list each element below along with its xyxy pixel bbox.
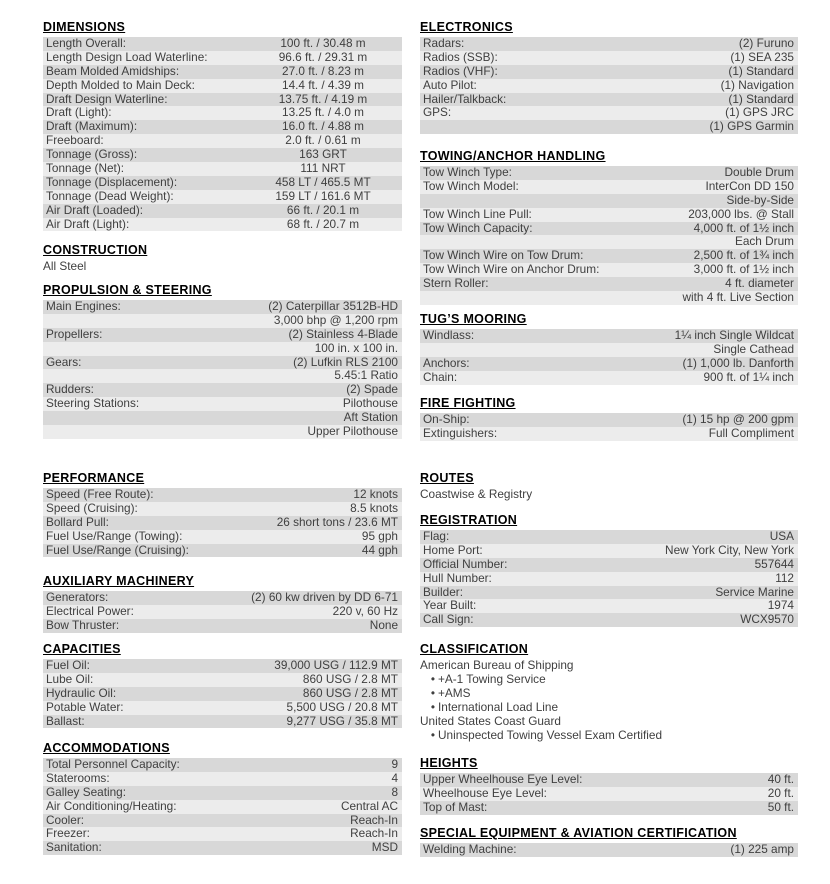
propulsion-steering-row-continuation (43, 411, 402, 425)
section-propulsion-steering (43, 283, 402, 439)
propulsion-steering-row-continuation (43, 314, 402, 328)
tugs-mooring-rows (420, 329, 798, 385)
registration-row (420, 586, 798, 600)
towing-anchor-handling-row (420, 208, 798, 222)
accommodations-row (43, 786, 402, 800)
registration-row (420, 572, 798, 586)
registration-row-label: Flag: (423, 529, 450, 543)
electronics-row-label: Auto Pilot: (423, 77, 477, 92)
registration-row-value: 557644 (754, 556, 794, 571)
towing-anchor-handling-row-label: Tow Winch Wire on Tow Drum: (423, 248, 584, 263)
dimensions-row-label: Tonnage (Dead Weight): (46, 188, 174, 203)
tugs-mooring-row-value: 900 ft. of 1¼ inch (703, 369, 794, 384)
towing-anchor-handling-row-value: 3,000 ft. of 1½ inch (693, 262, 794, 277)
dimensions-row (43, 176, 402, 190)
section-title-heights: HEIGHTS (420, 756, 478, 770)
dimensions-row-value: 27.0 ft. / 8.23 m (282, 63, 364, 78)
performance-row-label: Bollard Pull: (46, 514, 109, 529)
electronics-row-value: (1) GPS JRC (725, 105, 794, 120)
dimensions-row-label: Tonnage (Gross): (46, 147, 138, 162)
section-title-performance: PERFORMANCE (43, 471, 145, 485)
fire-fighting-rows (420, 413, 798, 441)
towing-anchor-handling-row-label: Tow Winch Type: (423, 165, 512, 179)
propulsion-steering-row (43, 328, 402, 342)
classification-list-item (420, 659, 798, 673)
dimensions-row-value: 66 ft. / 20.1 m (286, 202, 360, 217)
towing-anchor-handling-row-value: 203,000 lbs. @ Stall (688, 206, 794, 221)
electronics-row-label: Radars: (423, 36, 465, 50)
section-capacities (43, 642, 402, 728)
special-equipment-rows (420, 843, 798, 857)
tugs-mooring-row-value: (1) 1,000 lb. Danforth (682, 355, 794, 370)
bullet-icon: • (430, 699, 436, 714)
propulsion-steering-row-label: Steering Stations: (46, 396, 140, 411)
accommodations-row-label: Total Personnel Capacity: (46, 757, 180, 771)
routes-text: Coastwise & Registry (420, 487, 533, 501)
accommodations-row-value: 8 (391, 784, 398, 799)
heights-row (420, 773, 798, 787)
capacities-rows (43, 659, 402, 728)
fire-fighting-row-label: On-Ship: (423, 412, 470, 426)
classification-list-text: International Load Line (438, 699, 559, 714)
propulsion-steering-row (43, 356, 402, 370)
towing-anchor-handling-row-continuation (420, 235, 798, 249)
propulsion-steering-row-value: 5.45:1 Ratio (334, 368, 398, 383)
capacities-row (43, 715, 402, 729)
accommodations-rows (43, 758, 402, 855)
dimensions-row-label: Draft Design Waterline: (46, 91, 168, 106)
performance-rows (43, 488, 402, 557)
accommodations-row-label: Air Conditioning/Heating: (46, 798, 177, 813)
fire-fighting-row-value: Full Compliment (708, 425, 794, 440)
electronics-row-label: Hailer/Talkback: (423, 91, 507, 106)
section-heights (420, 756, 798, 815)
towing-anchor-handling-rows (420, 166, 798, 305)
tugs-mooring-row-label: Chain: (423, 369, 458, 384)
section-routes (420, 471, 798, 502)
electronics-row-value: (1) Navigation (720, 77, 794, 92)
auxiliary-machinery-row-label: Bow Thruster: (46, 617, 120, 632)
towing-anchor-handling-row (420, 222, 798, 236)
heights-row-value: 50 ft. (767, 799, 794, 814)
auxiliary-machinery-row (43, 591, 402, 605)
bullet-icon: • (430, 671, 436, 686)
propulsion-steering-row-label: Main Engines: (46, 299, 121, 313)
registration-row-label: Home Port: (423, 542, 483, 557)
dimensions-row-value: 13.75 ft. / 4.19 m (278, 91, 368, 106)
dimensions-row-label: Beam Molded Amidships: (46, 63, 180, 78)
dimensions-row-label: Draft (Light): (46, 105, 112, 120)
section-title-electronics: ELECTRONICS (420, 20, 513, 34)
towing-anchor-handling-row (420, 166, 798, 180)
propulsion-steering-row-value: Aft Station (343, 410, 398, 425)
tugs-mooring-row-value: 1¼ inch Single Wildcat (674, 328, 794, 342)
registration-row-value: WCX9570 (740, 612, 794, 627)
classification-list-item (420, 701, 798, 715)
dimensions-row-value: 159 LT / 161.6 MT (275, 188, 371, 203)
accommodations-row-value: Reach-In (350, 812, 398, 827)
accommodations-row (43, 772, 402, 786)
accommodations-row-value: Reach-In (350, 826, 398, 841)
capacities-row-label: Ballast: (46, 713, 85, 728)
dimensions-row-label: Length Design Load Waterline: (46, 49, 208, 64)
tugs-mooring-row (420, 329, 798, 343)
propulsion-steering-row-continuation (43, 369, 402, 383)
tugs-mooring-row-label: Windlass: (423, 328, 475, 342)
fire-fighting-row-value: (1) 15 hp @ 200 gpm (682, 412, 794, 426)
capacities-row (43, 659, 402, 673)
section-accommodations (43, 741, 402, 855)
heights-rows (420, 773, 798, 815)
accommodations-row-label: Sanitation: (46, 840, 102, 855)
section-title-auxiliary-machinery: AUXILIARY MACHINERY (43, 574, 195, 588)
dimensions-row-value: 458 LT / 465.5 MT (275, 174, 371, 189)
capacities-row-value: 39,000 USG / 112.9 MT (274, 658, 398, 672)
dimensions-row-value: 14.4 ft. / 4.39 m (282, 77, 364, 92)
classification-list-text: Uninspected Towing Vessel Exam Certified (438, 727, 663, 742)
section-title-dimensions: DIMENSIONS (43, 20, 126, 34)
propulsion-steering-row-value: (2) Spade (346, 382, 398, 397)
special-equipment-row (420, 843, 798, 857)
dimensions-row (43, 190, 402, 204)
performance-row-label: Fuel Use/Range (Cruising): (46, 542, 189, 557)
tugs-mooring-row (420, 357, 798, 371)
heights-row-value: 20 ft. (767, 785, 794, 800)
registration-row (420, 599, 798, 613)
section-title-capacities: CAPACITIES (43, 642, 121, 656)
heights-row (420, 801, 798, 815)
section-title-accommodations: ACCOMMODATIONS (43, 741, 170, 755)
auxiliary-machinery-rows (43, 591, 402, 633)
accommodations-row-label: Staterooms: (46, 770, 110, 785)
registration-row-value: 112 (775, 570, 794, 585)
performance-row-value: 8.5 knots (350, 500, 398, 515)
dimensions-rows (43, 37, 402, 231)
accommodations-row (43, 841, 402, 855)
section-title-routes: ROUTES (420, 471, 474, 485)
towing-anchor-handling-row-continuation (420, 291, 798, 305)
towing-anchor-handling-row-label: Tow Winch Model: (423, 178, 519, 193)
section-dimensions (43, 20, 402, 231)
bullet-icon: • (430, 685, 436, 700)
classification-list-text: American Bureau of Shipping (420, 658, 574, 672)
towing-anchor-handling-row-value: InterCon DD 150 (705, 178, 794, 193)
electronics-row-value: (1) Standard (728, 63, 794, 78)
section-auxiliary-machinery (43, 574, 402, 633)
auxiliary-machinery-row (43, 605, 402, 619)
dimensions-row-label: Freeboard: (46, 133, 104, 148)
fire-fighting-row (420, 427, 798, 441)
performance-row-value: 95 gph (361, 528, 398, 543)
electronics-row (420, 65, 798, 79)
section-title-construction: CONSTRUCTION (43, 243, 148, 257)
dimensions-row (43, 79, 402, 93)
dimensions-row (43, 120, 402, 134)
dimensions-row-label: Depth Molded to Main Deck: (46, 77, 195, 92)
performance-row-label: Speed (Cruising): (46, 500, 138, 515)
capacities-row-label: Lube Oil: (46, 671, 94, 686)
auxiliary-machinery-row-value: 220 v, 60 Hz (332, 603, 398, 618)
dimensions-row (43, 134, 402, 148)
propulsion-steering-row-value: Pilothouse (342, 396, 398, 411)
section-fire-fighting (420, 396, 798, 441)
heights-row-label: Top of Mast: (423, 799, 488, 814)
performance-row (43, 502, 402, 516)
towing-anchor-handling-row-value: 4,000 ft. of 1½ inch (693, 220, 794, 235)
right-column (420, 0, 798, 884)
auxiliary-machinery-row-value: None (369, 617, 398, 632)
accommodations-row-value: 4 (391, 770, 398, 785)
heights-row-label: Wheelhouse Eye Level: (423, 785, 547, 800)
registration-row (420, 530, 798, 544)
towing-anchor-handling-row (420, 263, 798, 277)
towing-anchor-handling-row-value: Each Drum (734, 234, 794, 249)
dimensions-row-label: Length Overall: (46, 36, 127, 50)
dimensions-row-value: 96.6 ft. / 29.31 m (278, 49, 368, 64)
registration-row-value: New York City, New York (665, 542, 794, 557)
electronics-row (420, 37, 798, 51)
propulsion-steering-row (43, 383, 402, 397)
capacities-row-label: Potable Water: (46, 699, 124, 714)
auxiliary-machinery-row (43, 619, 402, 633)
section-tugs-mooring (420, 312, 798, 385)
accommodations-row-label: Freezer: (46, 826, 90, 841)
dimensions-row-label: Air Draft (Loaded): (46, 202, 144, 217)
propulsion-steering-row-value: (2) Lufkin RLS 2100 (293, 354, 398, 369)
performance-row-value: 26 short tons / 23.6 MT (276, 514, 398, 529)
classification-list-item (420, 687, 798, 701)
dimensions-row-value: 68 ft. / 20.7 m (286, 216, 360, 231)
capacities-row-label: Hydraulic Oil: (46, 685, 117, 700)
section-classification (420, 642, 798, 742)
towing-anchor-handling-row-value: Double Drum (724, 165, 794, 179)
dimensions-row-value: 163 GRT (299, 147, 347, 162)
propulsion-steering-rows (43, 300, 402, 439)
performance-row (43, 488, 402, 502)
propulsion-steering-row-value: 100 in. x 100 in. (314, 340, 398, 355)
section-special-equipment (420, 826, 798, 857)
registration-row (420, 613, 798, 627)
performance-row (43, 544, 402, 558)
dimensions-row-label: Draft (Maximum): (46, 119, 138, 134)
tugs-mooring-row-value: Single Cathead (713, 341, 794, 356)
dimensions-row-value: 2.0 ft. / 0.61 m (285, 133, 361, 148)
section-title-towing-anchor-handling: TOWING/ANCHOR HANDLING (420, 149, 606, 163)
classification-list-item (420, 729, 798, 743)
propulsion-steering-row-value: Upper Pilothouse (307, 424, 398, 439)
section-registration (420, 513, 798, 627)
registration-row-value: Service Marine (715, 584, 794, 599)
heights-row (420, 787, 798, 801)
electronics-row-value: (1) Standard (728, 91, 794, 106)
performance-row-value: 44 gph (361, 542, 398, 557)
towing-anchor-handling-row (420, 277, 798, 291)
classification-list-text: +A-1 Towing Service (438, 671, 546, 686)
registration-row-value: USA (769, 529, 794, 543)
propulsion-steering-row-value: (2) Caterpillar 3512B-HD (268, 299, 398, 313)
towing-anchor-handling-row-continuation (420, 194, 798, 208)
registration-row-value: 1974 (767, 598, 794, 613)
electronics-row (420, 79, 798, 93)
classification-list-item (420, 715, 798, 729)
construction-text: All Steel (43, 259, 87, 273)
section-title-propulsion-steering: PROPULSION & STEERING (43, 283, 212, 297)
capacities-row-value: 860 USG / 2.8 MT (302, 671, 398, 686)
tugs-mooring-row-label: Anchors: (423, 355, 470, 370)
electronics-row (420, 106, 798, 120)
dimensions-row-label: Tonnage (Net): (46, 161, 125, 176)
propulsion-steering-row-label: Rudders: (46, 382, 94, 397)
registration-row-label: Hull Number: (423, 570, 492, 585)
auxiliary-machinery-row-value: (2) 60 kw driven by DD 6-71 (251, 590, 398, 604)
electronics-row-label: Radios (VHF): (423, 63, 498, 78)
section-towing-anchor-handling (420, 149, 798, 305)
dimensions-row (43, 218, 402, 232)
towing-anchor-handling-row-label: Tow Winch Line Pull: (423, 206, 532, 221)
capacities-row (43, 701, 402, 715)
propulsion-steering-row-value: (2) Stainless 4-Blade (288, 326, 398, 341)
special-equipment-row-value: (1) 225 amp (730, 842, 794, 856)
electronics-row-value: (2) Furuno (738, 36, 794, 50)
electronics-row-value: (1) SEA 235 (730, 49, 794, 64)
electronics-row-label: GPS: (423, 105, 452, 120)
performance-row-value: 12 knots (353, 487, 398, 501)
section-title-special-equipment: SPECIAL EQUIPMENT & AVIATION CERTIFICATION (420, 826, 737, 840)
registration-rows (420, 530, 798, 627)
performance-row-label: Speed (Free Route): (46, 487, 154, 501)
dimensions-row-label: Air Draft (Light): (46, 216, 130, 231)
classification-list-text: United States Coast Guard (420, 713, 561, 728)
electronics-rows (420, 37, 798, 134)
section-electronics (420, 20, 798, 134)
fire-fighting-row (420, 413, 798, 427)
towing-anchor-handling-row-label: Tow Winch Capacity: (423, 220, 533, 235)
registration-row (420, 558, 798, 572)
capacities-row-label: Fuel Oil: (46, 658, 90, 672)
tugs-mooring-row (420, 371, 798, 385)
fire-fighting-row-label: Extinguishers: (423, 425, 498, 440)
dimensions-row (43, 204, 402, 218)
dimensions-row-value: 16.0 ft. / 4.88 m (282, 119, 364, 134)
accommodations-row-label: Galley Seating: (46, 784, 127, 799)
dimensions-row (43, 65, 402, 79)
capacities-row (43, 673, 402, 687)
dimensions-row (43, 51, 402, 65)
dimensions-row (43, 148, 402, 162)
dimensions-row (43, 93, 402, 107)
auxiliary-machinery-row-label: Electrical Power: (46, 603, 134, 618)
electronics-row (420, 51, 798, 65)
capacities-row (43, 687, 402, 701)
registration-row-label: Call Sign: (423, 612, 474, 627)
accommodations-row (43, 827, 402, 841)
dimensions-row-value: 13.25 ft. / 4.0 m (282, 105, 364, 120)
capacities-row-value: 9,277 USG / 35.8 MT (286, 713, 398, 728)
towing-anchor-handling-row-label: Stern Roller: (423, 276, 489, 291)
heights-row-value: 40 ft. (767, 772, 794, 786)
towing-anchor-handling-row-value: Side-by-Side (726, 192, 794, 207)
auxiliary-machinery-row-label: Generators: (46, 590, 109, 604)
heights-row-label: Upper Wheelhouse Eye Level: (423, 772, 583, 786)
performance-row (43, 530, 402, 544)
registration-row (420, 544, 798, 558)
capacities-row-value: 5,500 USG / 20.8 MT (286, 699, 398, 714)
left-column (43, 0, 402, 884)
registration-row-label: Builder: (423, 584, 463, 599)
towing-anchor-handling-row (420, 180, 798, 194)
accommodations-row (43, 758, 402, 772)
classification-list-text: +AMS (438, 685, 471, 700)
accommodations-row-label: Cooler: (46, 812, 85, 827)
towing-anchor-handling-row-value: 2,500 ft. of 1¾ inch (693, 248, 794, 263)
propulsion-steering-row-value: 3,000 bhp @ 1,200 rpm (273, 312, 398, 327)
classification-list-item (420, 673, 798, 687)
accommodations-row (43, 814, 402, 828)
bullet-icon: • (430, 727, 436, 742)
dimensions-row (43, 162, 402, 176)
section-title-tugs-mooring: TUG’S MOORING (420, 312, 527, 326)
performance-row-label: Fuel Use/Range (Towing): (46, 528, 183, 543)
special-equipment-row-label: Welding Machine: (423, 842, 517, 856)
section-title-fire-fighting: FIRE FIGHTING (420, 396, 516, 410)
propulsion-steering-row-label: Gears: (46, 354, 82, 369)
tugs-mooring-row-continuation (420, 343, 798, 357)
section-performance (43, 471, 402, 557)
registration-row-label: Year Built: (423, 598, 477, 613)
dimensions-row-value: 100 ft. / 30.48 m (280, 36, 366, 50)
accommodations-row-value: Central AC (340, 798, 398, 813)
accommodations-row-value: MSD (371, 840, 398, 855)
capacities-row-value: 860 USG / 2.8 MT (302, 685, 398, 700)
dimensions-row-label: Tonnage (Displacement): (46, 174, 178, 189)
towing-anchor-handling-row (420, 249, 798, 263)
propulsion-steering-row (43, 300, 402, 314)
electronics-row (420, 93, 798, 107)
accommodations-row-value: 9 (391, 757, 398, 771)
propulsion-steering-row (43, 397, 402, 411)
towing-anchor-handling-row-value: with 4 ft. Live Section (682, 290, 794, 305)
propulsion-steering-row-continuation (43, 425, 402, 439)
performance-row (43, 516, 402, 530)
electronics-row-continuation (420, 120, 798, 134)
propulsion-steering-row-label: Propellers: (46, 326, 103, 341)
section-title-registration: REGISTRATION (420, 513, 518, 527)
section-title-classification: CLASSIFICATION (420, 642, 529, 656)
electronics-row-label: Radios (SSB): (423, 49, 498, 64)
electronics-row-value: (1) GPS Garmin (709, 119, 794, 134)
section-construction (43, 243, 402, 274)
towing-anchor-handling-row-value: 4 ft. diameter (725, 276, 794, 291)
dimensions-row (43, 37, 402, 51)
propulsion-steering-row-continuation (43, 342, 402, 356)
dimensions-row-value: 111 NRT (300, 161, 346, 176)
accommodations-row (43, 800, 402, 814)
registration-row-label: Official Number: (423, 556, 508, 571)
dimensions-row (43, 106, 402, 120)
towing-anchor-handling-row-label: Tow Winch Wire on Anchor Drum: (423, 262, 600, 277)
